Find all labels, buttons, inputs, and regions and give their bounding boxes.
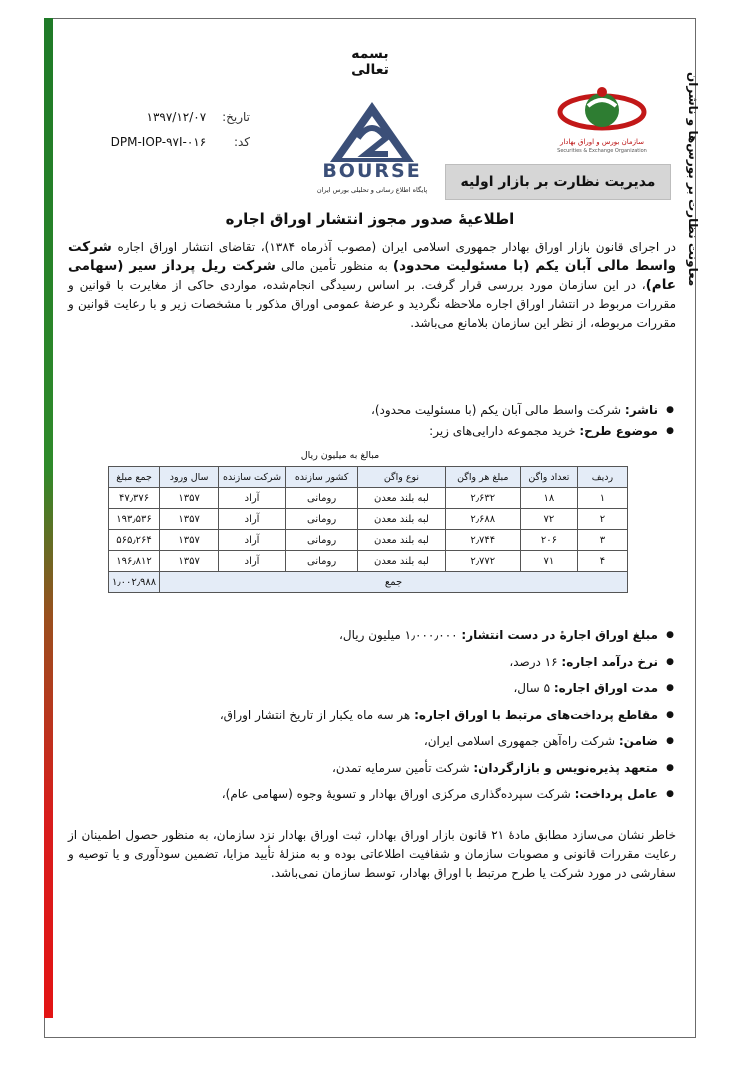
intro-company2: شرکت ریل پرداز سیر (سهامی عام): [68, 258, 676, 293]
detail-label: عامل پرداخت:: [574, 787, 658, 801]
publisher-value: شرکت واسط مالی آبان یکم (با مسئولیت محدود)،: [370, 403, 625, 417]
cell-row-number: ۴: [577, 551, 627, 572]
detail-label: ضامن:: [618, 734, 658, 748]
intro-company: شرکت واسط مالی آبان یکم (با مسئولیت محدود): [68, 239, 676, 274]
sazman-logo-english: Securities & Exchange Organization: [557, 148, 647, 154]
detail-value: ۵ سال،: [513, 681, 554, 695]
detail-value: ۱۶ درصد،: [509, 654, 562, 669]
cell-price-per-wagon: ۲٫۶۳۲: [445, 488, 520, 509]
intro-text-a: در اجرای قانون بازار اوراق بهادار جمهوری اسلامی ایران (مصوب آذرماه ۱۳۸۴)، تقاضای انتشار اوراق اجاره: [111, 240, 676, 254]
publisher-subject-list: [68, 400, 676, 442]
header-price-per-wagon: مبلغ هر واگن: [445, 467, 520, 488]
cell-wagon-count: ۷۱: [520, 551, 577, 572]
table-header-row: [109, 467, 628, 488]
cell-manufacturer: آراد: [219, 509, 286, 530]
intro-paragraph: [68, 238, 676, 333]
detail-label: مقاطع پرداخت‌های مرتبط با اوراق اجاره:: [414, 707, 658, 722]
list-item-subject: [68, 421, 658, 442]
cell-wagon-count: ۷۲: [520, 509, 577, 530]
bourse-logo-icon: [302, 98, 442, 164]
sazman-logo-icon: [552, 82, 652, 138]
list-item: [68, 649, 658, 676]
detail-value: شرکت راه‌آهن جمهوری اسلامی ایران،: [423, 734, 619, 748]
total-label-cell: جمع: [160, 572, 628, 593]
list-item: [68, 781, 658, 808]
list-item-publisher: [68, 400, 658, 421]
bourse-logo: [302, 98, 442, 208]
code-value: DPM-IOP-۹۷I-۰۱۶: [110, 135, 207, 149]
cell-entry-year: ۱۳۵۷: [160, 488, 219, 509]
cell-wagon-count: ۱۸: [520, 488, 577, 509]
detail-label: مبلغ اوراق اجارهٔ در دست انتشار:: [461, 628, 658, 642]
detail-value: شرکت سپرده‌گذاری مرکزی اوراق بهادار و تسویهٔ وجوه (سهامی عام)،: [221, 787, 575, 801]
cell-country: رومانی: [285, 530, 357, 551]
date-label: تاریخ:: [222, 110, 250, 124]
list-item: [68, 728, 658, 755]
table-row: [109, 551, 628, 572]
table-total-row: [109, 572, 628, 593]
code-label: کد:: [233, 135, 250, 149]
cell-country: رومانی: [285, 488, 357, 509]
detail-value: ۱٫۰۰۰٫۰۰۰ میلیون ریال،: [339, 628, 462, 642]
department-box: مدیریت نظارت بر بازار اولیه: [445, 164, 671, 200]
details-list: [68, 622, 676, 808]
header-row-number: ردیف: [577, 467, 627, 488]
basmala-heading: بسمه تعالی: [351, 46, 389, 78]
detail-label: مدت اوراق اجاره:: [553, 681, 658, 695]
detail-value: شرکت تأمین سرمایه تمدن،: [331, 760, 474, 775]
cell-total-amount: ۵۶۵٫۲۶۴: [109, 530, 160, 551]
cell-wagon-count: ۲۰۶: [520, 530, 577, 551]
cell-entry-year: ۱۳۵۷: [160, 509, 219, 530]
cell-entry-year: ۱۳۵۷: [160, 551, 219, 572]
assets-table: [108, 466, 628, 593]
cell-row-number: ۳: [577, 530, 627, 551]
cell-manufacturer: آراد: [219, 488, 286, 509]
total-value-cell: ۱٫۰۰۲٫۹۸۸: [109, 572, 160, 593]
date-line: [100, 110, 250, 124]
cell-row-number: ۱: [577, 488, 627, 509]
side-department-label: معاونت نظارت بر بورس‌ها و ناشران: [686, 72, 700, 287]
header-wagon-count: تعداد واگن: [520, 467, 577, 488]
cell-manufacturer: آراد: [219, 530, 286, 551]
cell-total-amount: ۱۹۳٫۵۳۶: [109, 509, 160, 530]
header-wagon-type: نوع واگن: [358, 467, 445, 488]
cell-row-number: ۲: [577, 509, 627, 530]
sazman-logo-text: سازمان بورس و اوراق بهادار: [559, 138, 644, 146]
detail-label: نرخ درآمد اجاره:: [561, 654, 658, 669]
cell-wagon-type: لبه بلند معدن: [358, 488, 445, 509]
cell-wagon-type: لبه بلند معدن: [358, 530, 445, 551]
cell-country: رومانی: [285, 551, 357, 572]
subject-label: موضوع طرح:: [579, 424, 658, 438]
bourse-logo-word: BOURSE: [322, 160, 422, 182]
header-manufacturer: شرکت سازنده: [219, 467, 286, 488]
publisher-label: ناشر:: [624, 403, 658, 417]
closing-paragraph: خاطر نشان می‌سازد مطابق مادهٔ ۲۱ قانون بازار اوراق بهادار، ثبت اوراق بهادار نزد سازمان، به منظور حصول اطمینان از رعایت مقررات قانونی و مصوبات سازمان و شفافیت اطلاعاتی بوده و به منزلهٔ تأیید مزایا، تضمین سودآوری و یا توصیه و سفارشی در مورد شرکت یا طرح مرتبط با اوراق بهادار، توسط سازمان نمی‌باشد.: [68, 828, 676, 880]
list-item: [68, 675, 658, 702]
cell-wagon-type: لبه بلند معدن: [358, 551, 445, 572]
list-item: [68, 622, 658, 649]
date-value: ۱۳۹۷/۱۲/۰۷: [146, 110, 207, 124]
cell-price-per-wagon: ۲٫۶۸۸: [445, 509, 520, 530]
cell-country: رومانی: [285, 509, 357, 530]
cell-entry-year: ۱۳۵۷: [160, 530, 219, 551]
list-item: [68, 755, 658, 782]
table-row: [109, 509, 628, 530]
bourse-logo-subtitle: پایگاه اطلاع رسانی و تحلیلی بورس ایران: [316, 186, 428, 194]
list-item: [68, 702, 658, 729]
cell-manufacturer: آراد: [219, 551, 286, 572]
table-unit-caption: مبالغ به میلیون ریال: [300, 450, 380, 461]
detail-value: هر سه ماه یکبار از تاریخ انتشار اوراق،: [219, 707, 415, 722]
header-total-amount: جمع مبلغ: [109, 467, 160, 488]
header-entry-year: سال ورود: [160, 467, 219, 488]
notice-title: اطلاعیهٔ صدور مجوز انتشار اوراق اجاره: [225, 210, 515, 228]
cell-total-amount: ۴۷٫۳۷۶: [109, 488, 160, 509]
intro-text-b: به منظور تأمین مالی: [275, 259, 393, 273]
cell-wagon-type: لبه بلند معدن: [358, 509, 445, 530]
subject-value: خرید مجموعه دارایی‌های زیر:: [429, 424, 580, 438]
detail-label: متعهد پذیره‌نویس و بازارگردان:: [473, 760, 658, 775]
cell-price-per-wagon: ۲٫۷۷۲: [445, 551, 520, 572]
cell-price-per-wagon: ۲٫۷۴۴: [445, 530, 520, 551]
code-line: [100, 135, 250, 149]
side-color-bar: [44, 18, 53, 1018]
header-country: کشور سازنده: [285, 467, 357, 488]
table-row: [109, 530, 628, 551]
intro-text-c: ، در این سازمان مورد بررسی قرار گرفت. بر اساس رسیدگی انجام‌شده، مواردی حاکی از مغایرت با قوانین و مقررات مربوط در انتشار اوراق اجاره ملاحظه نگردید و عرضهٔ عمومی اوراق مذکور با مشخصات زیر و با رعایت قوانین و مقررات مربوطه، از نظر این سازمان بلامانع می‌باشد.: [68, 278, 676, 330]
table-row: [109, 488, 628, 509]
cell-total-amount: ۱۹۶٫۸۱۲: [109, 551, 160, 572]
sazman-logo: [552, 82, 652, 162]
